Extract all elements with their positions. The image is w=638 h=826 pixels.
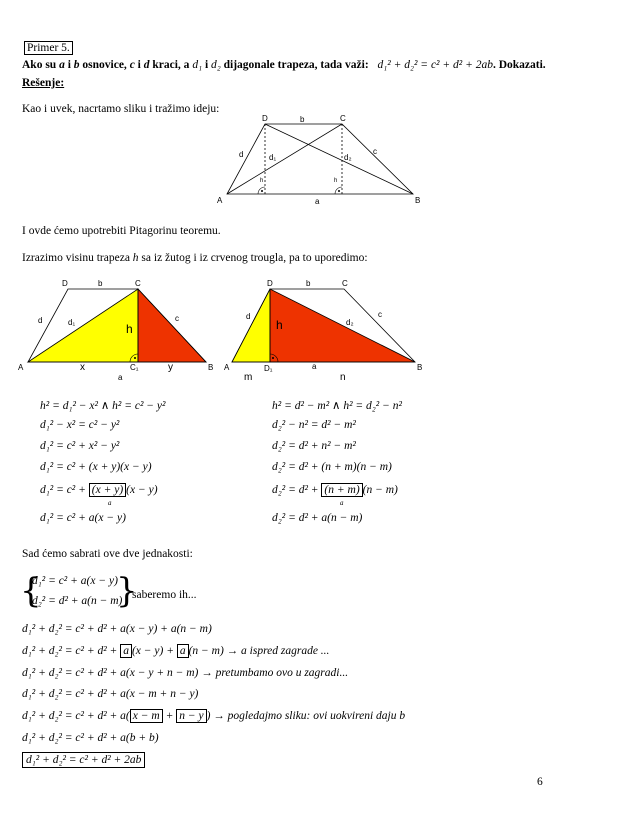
fig2-label-D: D — [62, 279, 68, 288]
fig1-label-a: a — [315, 197, 320, 206]
final-eq-5: d₁² + d₂² = c² + d² + a( x − m + n − y ) → pogledajmo sliku: ovi uokvireni daju b — [22, 710, 406, 722]
fig3-label-d2: d₂ — [346, 318, 354, 327]
trapezoid-figure-3 — [222, 277, 427, 382]
fig1-label-d: d — [239, 150, 244, 159]
fig2-label-c: c — [175, 314, 179, 323]
fig3-label-B: B — [417, 363, 423, 372]
trapezoid-figure-1 — [205, 112, 430, 212]
fig3-label-D1: D₁ — [264, 364, 273, 373]
fig1-label-C: C — [340, 114, 346, 123]
final-eq-4: d₁² + d₂² = c² + d² + a(x − m + n − y) — [22, 688, 199, 700]
fig1-label-c: c — [373, 147, 377, 156]
saberemo-text: saberemo ih... — [132, 589, 197, 601]
fig3-red-triangle — [270, 289, 415, 362]
fig3-label-h: h — [276, 318, 283, 332]
final-eq-3: d₁² + d₂² = c² + d² + a(x − y + n − m) → pretumbamo ovo u zagradi... — [22, 667, 349, 679]
boxed-a-2: a — [177, 644, 189, 658]
fig2-label-d: d — [38, 316, 43, 325]
right-eq-4: d₂² = d² + (n + m)(n − m) — [272, 461, 392, 473]
fig1-label-d2: d₂ — [344, 153, 352, 162]
left-eq-5: d₁² = c² + (x + y) (x − y) — [40, 484, 158, 496]
fig3-label-A: A — [224, 363, 230, 372]
fig2-label-x: x — [80, 362, 85, 373]
boxed-x-m: x − m — [130, 709, 163, 723]
boxed-a-1: a — [120, 644, 132, 658]
final-eq-6: d₁² + d₂² = c² + d² + a(b + b) — [22, 732, 159, 744]
fig1-label-A: A — [217, 196, 223, 205]
final-eq-1: d₁² + d₂² = c² + d² + a(x − y) + a(n − m) — [22, 623, 212, 635]
fig1-diagonal-d1 — [227, 124, 342, 194]
right-eq-1: h² = d² − m² ∧ h² = d₂² − n² — [272, 400, 402, 412]
fig1-label-B: B — [415, 196, 421, 205]
fig2-label-d1: d₁ — [68, 318, 76, 327]
fig2-label-y: y — [168, 362, 173, 373]
left-eq-6: d₁² = c² + a(x − y) — [40, 512, 126, 524]
fig3-label-m: m — [244, 372, 253, 382]
sum-intro-text: Sad ćemo sabrati ove dve jednakosti: — [22, 548, 193, 560]
fig1-label-d1: d₁ — [269, 153, 277, 162]
height-text: Izrazimo visinu trapeza h sa iz žutog i iz crvenog trougla, pa to uporedimo: — [22, 252, 368, 264]
final-eq-2: d₁² + d₂² = c² + d² + a (x − y) + a (n − m) → a ispred zagrade ... — [22, 645, 330, 657]
fig1-label-h2: h — [334, 178, 338, 184]
fig2-label-h: h — [126, 322, 133, 336]
fig3-label-D: D — [267, 279, 273, 288]
boxed-n-y: n − y — [176, 709, 206, 723]
right-boxed-sum: (n + m) — [321, 483, 362, 497]
left-eq-1: h² = d₁² − x² ∧ h² = c² − y² — [40, 400, 166, 412]
fig3-label-n: n — [340, 372, 346, 382]
left-eq-4: d₁² = c² + (x + y)(x − y) — [40, 461, 152, 473]
system-eq-1: d₁² = c² + a(x − y) — [32, 575, 118, 587]
final-result: d₁² + d₂² = c² + d² + 2ab — [22, 754, 145, 766]
solution-label: Rešenje: — [22, 77, 65, 89]
fig2-label-a: a — [118, 373, 123, 382]
fig3-label-d: d — [246, 312, 251, 321]
page-number: 6 — [537, 776, 543, 788]
fig2-label-A: A — [18, 363, 24, 372]
fig3-label-c: c — [378, 310, 382, 319]
right-under-a: a — [340, 499, 344, 507]
right-eq-3: d₂² = d² + n² − m² — [272, 440, 356, 452]
fig1-label-D: D — [262, 114, 268, 123]
left-eq-2: d₁² − x² = c² − y² — [40, 419, 120, 431]
fig1-diagonal-d2 — [265, 124, 413, 194]
fig3-label-C: C — [342, 279, 348, 288]
fig2-label-C1: C₁ — [130, 363, 139, 372]
problem-statement: Ako su a i b osnovice, c i d kraci, a d₁ i d₂ dijagonale trapeza, tada važi: d₁² + d₂² = c² + d² + 2ab. Dokazati. — [22, 59, 546, 71]
fig3-label-b: b — [306, 279, 311, 288]
fig3-label-a: a — [312, 362, 317, 371]
trapezoid-figure-2 — [18, 277, 218, 382]
intro-text: Kao i uvek, nacrtamo sliku i tražimo ideju: — [22, 103, 220, 115]
fig1-label-h1: h — [260, 178, 264, 184]
fig2-label-b: b — [98, 279, 103, 288]
system-left-brace: { — [20, 571, 42, 611]
fig2-label-B: B — [208, 363, 214, 372]
left-eq-3: d₁² = c² + x² − y² — [40, 440, 120, 452]
right-eq-5: d₂² = d² + (n + m) (n − m) — [272, 484, 398, 496]
fig2-yellow-triangle — [28, 289, 138, 362]
right-eq-6: d₂² = d² + a(n − m) — [272, 512, 363, 524]
example-label: Primer 5. — [24, 41, 73, 55]
pythagoras-text: I ovde ćemo upotrebiti Pitagorinu teoremu. — [22, 225, 221, 237]
left-boxed-sum: (x + y) — [89, 483, 126, 497]
fig1-trapezoid — [227, 124, 413, 194]
left-under-a: a — [108, 499, 112, 507]
fig1-label-b: b — [300, 115, 305, 124]
system-eq-2: d₂² = d² + a(n − m) — [32, 595, 123, 607]
fig2-label-C: C — [135, 279, 141, 288]
system-right-brace: } — [116, 571, 138, 611]
right-eq-2: d₂² − n² = d² − m² — [272, 419, 356, 431]
